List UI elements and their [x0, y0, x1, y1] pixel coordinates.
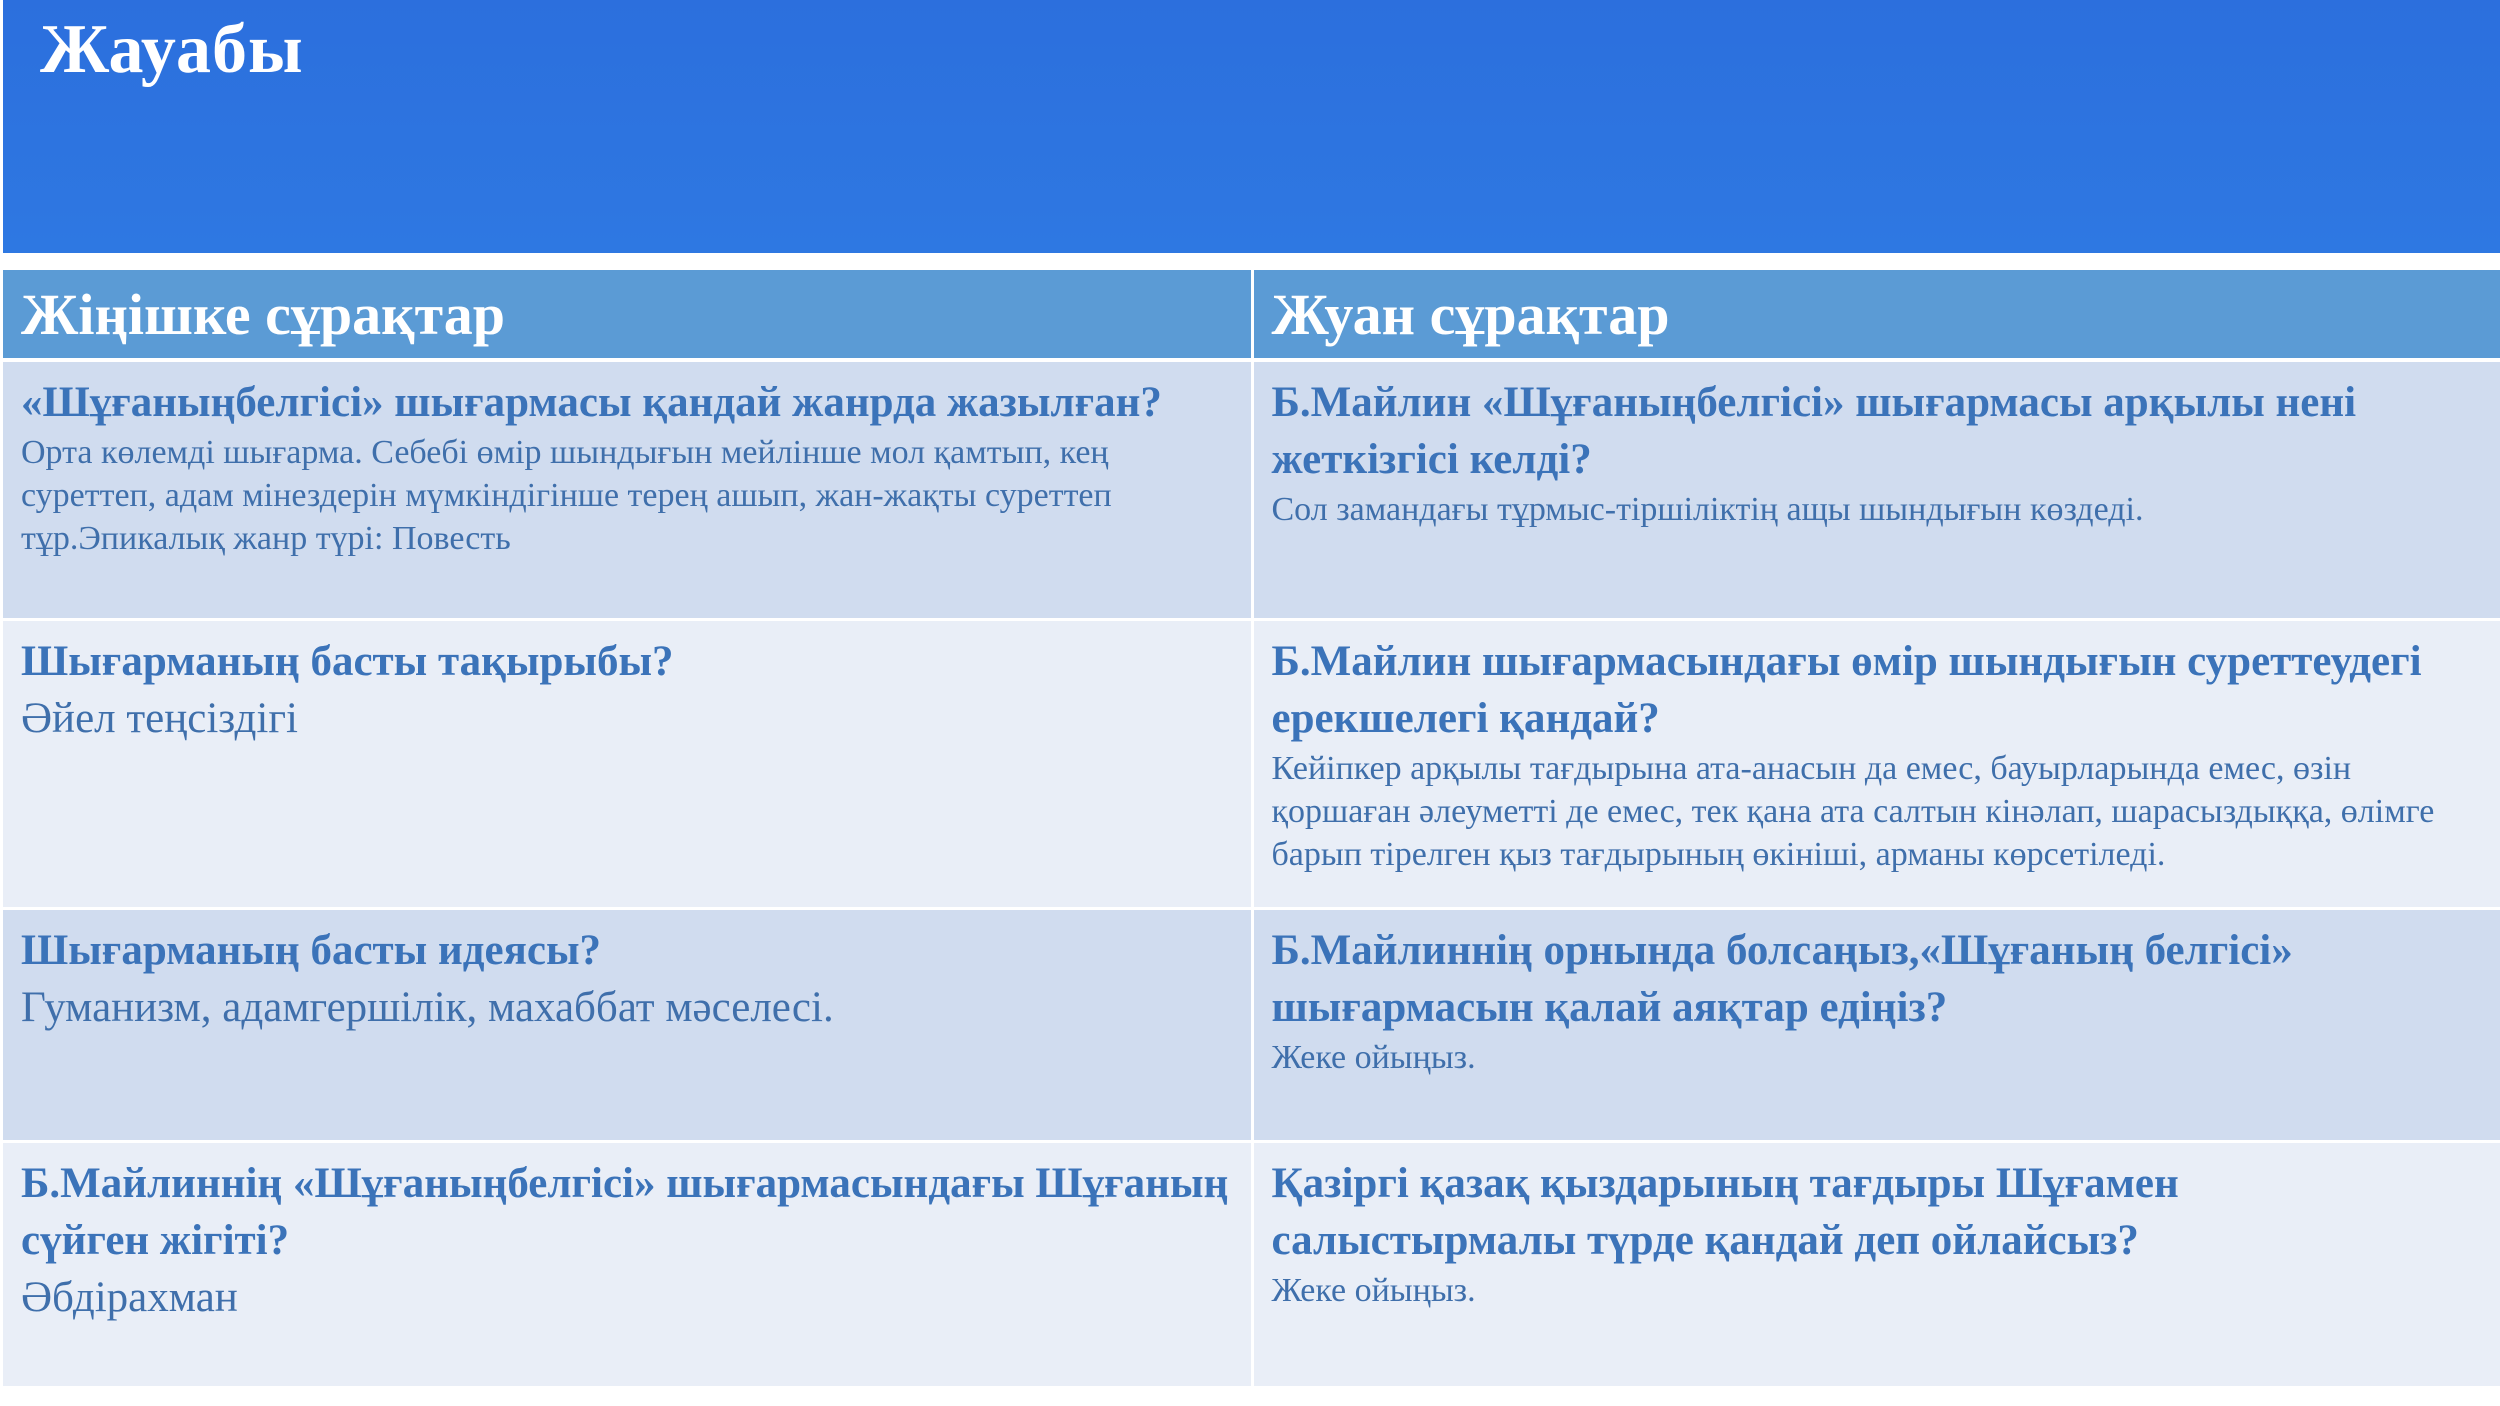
- header-thin-questions: Жіңішке сұрақтар: [3, 270, 1252, 360]
- table-cell-left: [3, 909, 1252, 1142]
- table-cell-left: [3, 360, 1252, 620]
- question-text: Шығарманың басты идеясы?: [21, 927, 602, 974]
- question-text: Б.Майлиннің орнында болсаңыз,«Шұғаның белгісі» шығармасын қалай аяқтар едіңіз?: [1271, 927, 2293, 1031]
- table-cell-right: [1252, 360, 2500, 620]
- slide-title: Жауабы: [40, 11, 304, 88]
- question-text: Б.Майлиннің «Шұғаныңбелгісі» шығармасындағы Шұғаның сүйген жігіті?: [21, 1160, 1229, 1264]
- answer-text: Кейіпкер арқылы тағдырына ата-анасын да емес, бауырларында емес, өзін қоршаған әлеуметті де емес, тек қана ата салтын кінәлап, шарасыздыққа, өлімге барып тірелген қыз тағдырының өкініші, арманы көрсетіледі.: [1271, 750, 2435, 873]
- answer-text: Жеке ойыңыз.: [1271, 1039, 1476, 1076]
- table-cell-right: [1252, 909, 2500, 1142]
- answer-text: Жеке ойыңыз.: [1271, 1272, 1476, 1309]
- answer-text: Әйел теңсіздігі: [21, 695, 298, 742]
- table-cell-right: [1252, 1142, 2500, 1388]
- table-row: [3, 1142, 2500, 1388]
- answer-text: Сол замандағы тұрмыс-тіршіліктің ащы шындығын көздеді.: [1271, 491, 2144, 528]
- answer-text: Гуманизм, адамгершілік, махаббат мәселесі.: [21, 984, 834, 1031]
- question-text: Қазіргі қазақ қыздарының тағдыры Шұғамен салыстырмалы түрде қандай деп ойлайсыз?: [1271, 1160, 2179, 1264]
- title-bar: [3, 0, 2500, 253]
- table-cell-right: [1252, 620, 2500, 909]
- table-cell-left: [3, 620, 1252, 909]
- table-row: [3, 909, 2500, 1142]
- table-header-row: [3, 270, 2500, 360]
- answer-text: Орта көлемді шығарма. Себебі өмір шындығын мейлінше мол қамтып, кең суреттеп, адам мінездерін мүмкіндігінше терең ашып, жан-жақты суреттеп тұр.Эпикалық жанр түрі: Повесть: [21, 434, 1112, 557]
- table-row: [3, 360, 2500, 620]
- question-text: Б.Майлин шығармасындағы өмір шындығын суреттеудегі ерекшелегі қандай?: [1271, 638, 2422, 742]
- table-row: [3, 620, 2500, 909]
- question-text: Б.Майлин «Шұғаныңбелгісі» шығармасы арқылы нені жеткізгісі келді?: [1271, 379, 2357, 483]
- question-text: Шығарманың басты тақырыбы?: [21, 638, 674, 685]
- qa-table: [3, 270, 2500, 1389]
- answer-text: Әбдірахман: [21, 1274, 238, 1321]
- question-text: «Шұғаныңбелгісі» шығармасы қандай жанрда жазылған?: [21, 379, 1162, 426]
- table-cell-left: [3, 1142, 1252, 1388]
- header-thick-questions: Жуан сұрақтар: [1252, 270, 2500, 360]
